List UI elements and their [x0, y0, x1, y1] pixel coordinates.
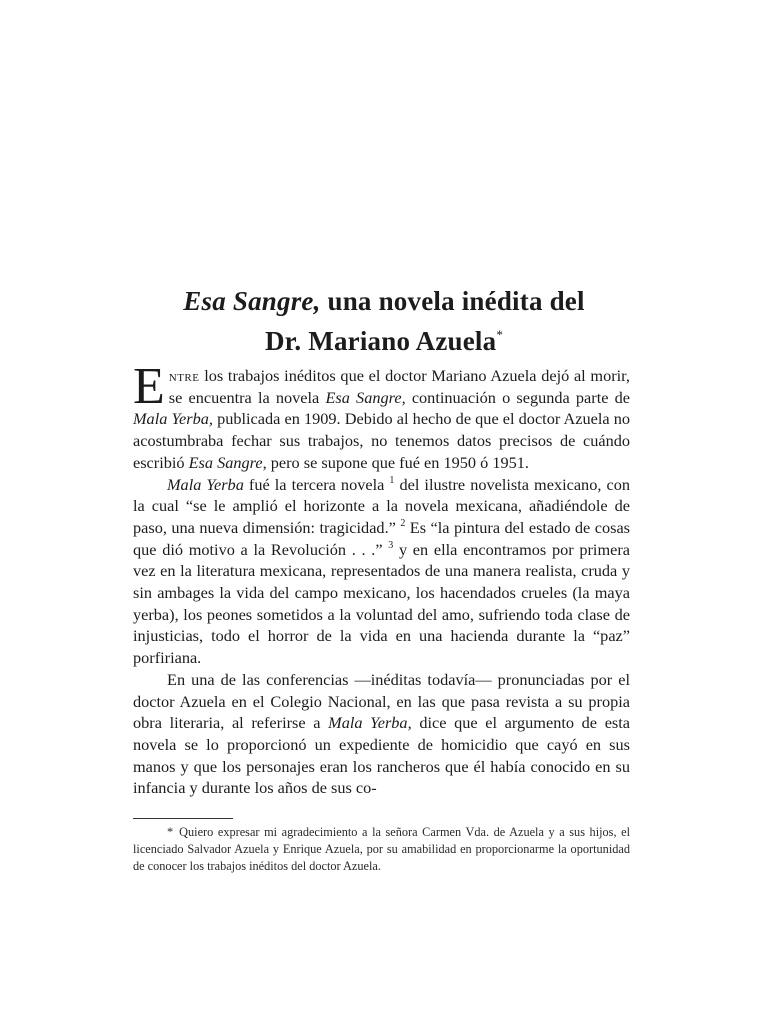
text-run: fué la tercera novela [243, 474, 390, 494]
article-body [133, 358, 631, 799]
title-footnote-mark: * [496, 327, 504, 342]
italic-run: Mala Yerba, [328, 713, 412, 733]
drop-cap: E [133, 358, 165, 415]
paragraph-1 [133, 358, 630, 474]
note-ref: 2 [400, 517, 406, 529]
text-run: del ilustre novelista mexicano, con la cual “se le amplió el horizonte a la novela mexicana, añadiéndole de paso, una nueva dimensión: tragicidad.” [133, 474, 630, 537]
paragraph-2 [133, 474, 630, 669]
text-run: y en ella encontramos por primera vez en la literatura mexicana, representados de una manera realista, cruda y sin ambages la vida del campo mexicano, los hacendados crueles (la maya yerba), los peones sometidos a la voluntad del amo, sufriendo toda clase de injusticias, todo el horror de la vida en una hacienda durante la “paz” porfiriana. [133, 539, 630, 668]
footnote-paragraph [133, 824, 630, 875]
title-line1: una novela inédita del [320, 286, 585, 316]
footnote-divider [133, 818, 233, 819]
italic-run: Esa Sangre, [325, 387, 406, 407]
text-run: dice que el argumento de esta novela se lo proporcionó un expediente de homicidio que cayó en sus manos y que los personajes eran los rancheros que él había conocido en su infancia y durante los años de sus co- [133, 713, 631, 798]
note-ref: 1 [389, 474, 395, 486]
text-run: pero se supone que fué en 1950 ó 1951. [266, 452, 529, 472]
note-ref: 3 [388, 539, 394, 551]
title-line2: Dr. Mariano Azuela [264, 326, 497, 356]
text-run: En una de las conferencias —inéditas todavía— pronunciadas por el doctor Azuela en el Colegio Nacional, en las que pasa revista a su propia obra literaria, al referirse a [133, 669, 630, 733]
italic-run: Mala Yerba, [133, 409, 213, 429]
italic-run: Esa Sangre, [188, 452, 267, 472]
footnote [133, 824, 630, 875]
footnote-mark: * [167, 825, 174, 839]
small-caps-lead: ntre [168, 366, 200, 385]
footnote-text: Quiero expresar mi agradecimiento a la señora Carmen Vda. de Azuela y a sus hijos, el licenciado Salvador Azuela y Enrique Azuela, por su amabilidad en proporcionarme la oportunidad de conocer los trabajos inéditos del doctor Azuela. [133, 825, 630, 873]
text-run: los trabajos inéditos que el doctor Mariano Azuela dejó al morir, se encuentra la novela [168, 366, 630, 407]
italic-run: Mala Yerba [167, 474, 244, 494]
paragraph-3 [133, 669, 630, 799]
title-italic: Esa Sangre, [183, 286, 321, 316]
text-run: Es “la pintura del estado de cosas que dió motivo a la Revolución . . .” [133, 517, 631, 559]
text-run: continuación o segunda parte de [405, 387, 630, 407]
article-title [0, 284, 768, 358]
text-run: publicada en 1909. Debido al hecho de que el doctor Azuela no acostumbraba fechar sus trabajos, no tenemos datos precisos de cuándo escribió [133, 409, 630, 472]
